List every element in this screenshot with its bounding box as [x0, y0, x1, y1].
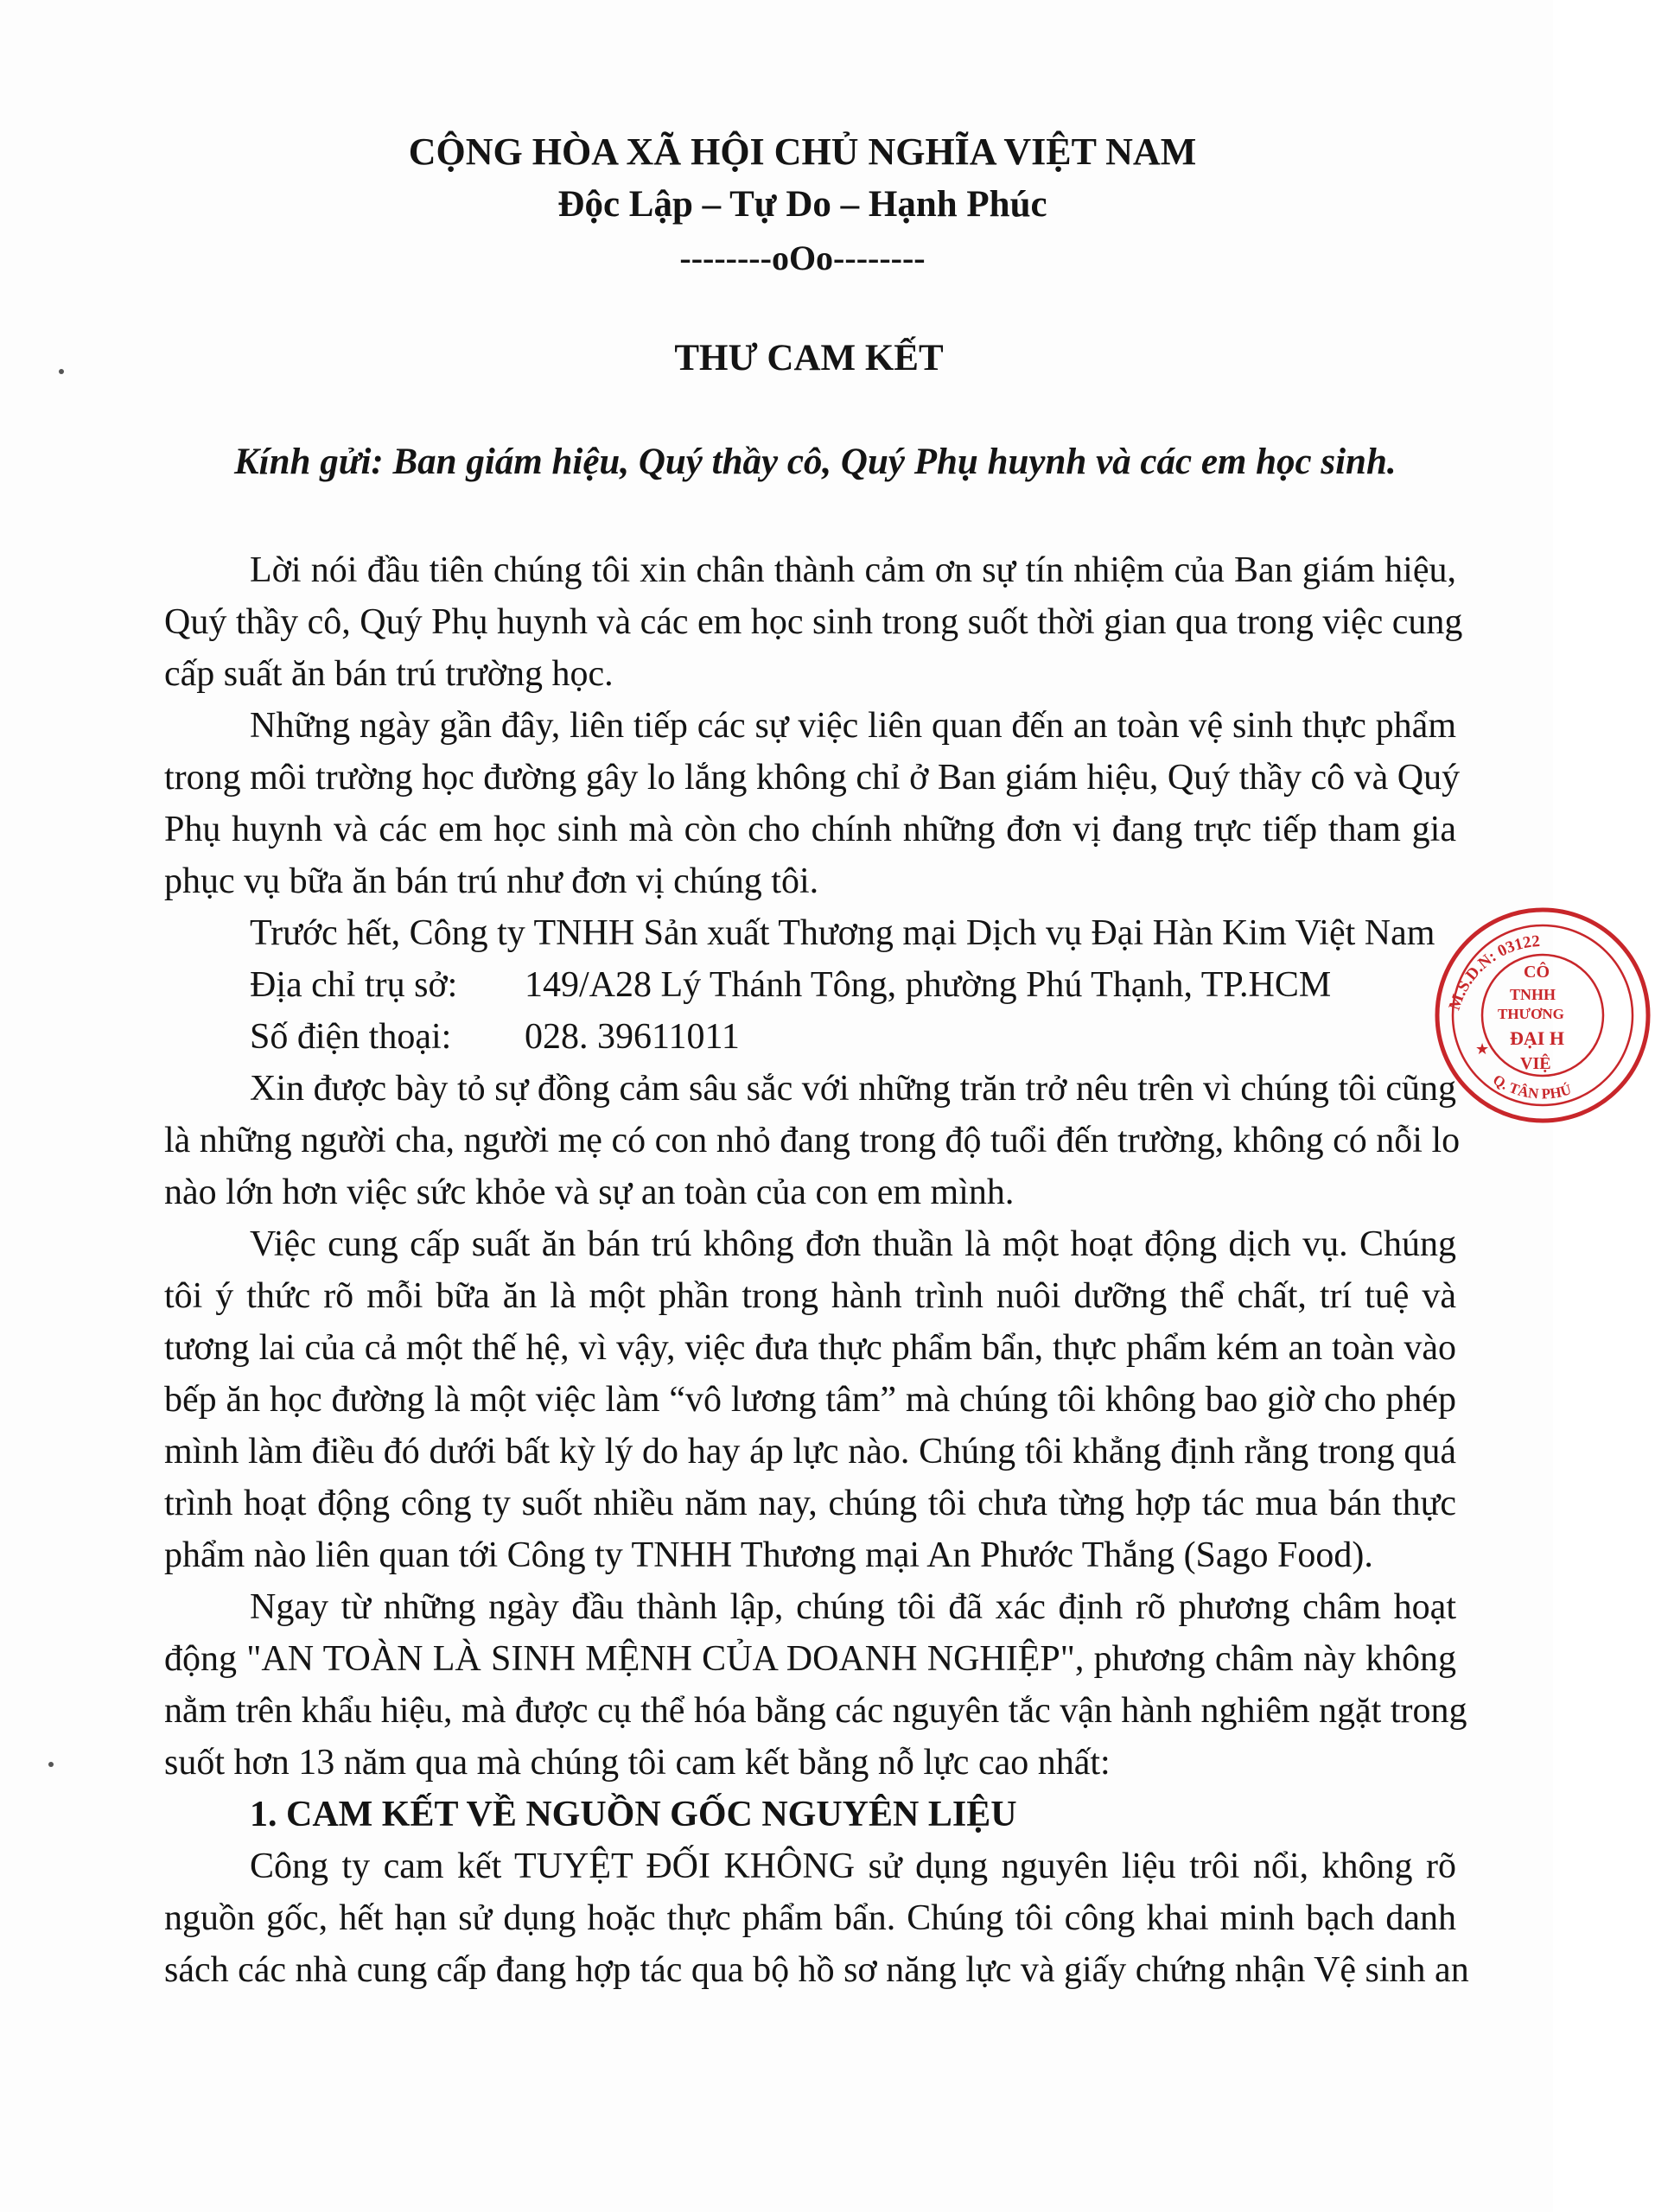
- paragraph-line: Phụ huynh và các em học sinh mà còn cho chính những đơn vị đang trực tiếp tham gia: [164, 810, 1456, 849]
- seal-line: CÔ: [1524, 963, 1550, 982]
- phone-value: 028. 39611011: [525, 1017, 740, 1057]
- paragraph-line: Ngay từ những ngày đầu thành lập, chúng tôi đã xác định rõ phương châm hoạt: [250, 1587, 1456, 1627]
- paragraph-line: Những ngày gần đây, liên tiếp các sự việc liên quan đến an toàn vệ sinh thực phẩm: [250, 706, 1456, 746]
- seal-line: VIỆ: [1520, 1054, 1551, 1073]
- national-title: CỘNG HÒA XÃ HỘI CHỦ NGHĨA VIỆT NAM: [408, 130, 1197, 173]
- scan-dot: [59, 369, 64, 374]
- seal-line: THƯƠNG: [1498, 1006, 1564, 1022]
- paragraph-line: nguồn gốc, hết hạn sử dụng hoặc thực phẩm bẩn. Chúng tôi công khai minh bạch danh: [164, 1898, 1456, 1938]
- paragraph-line: Việc cung cấp suất ăn bán trú không đơn thuần là một hoạt động dịch vụ. Chúng: [250, 1224, 1456, 1264]
- paragraph-line: suốt hơn 13 năm qua mà chúng tôi cam kết bằng nỗ lực cao nhất:: [164, 1743, 1111, 1783]
- paragraph-line: Lời nói đầu tiên chúng tôi xin chân thành cảm ơn sự tín nhiệm của Ban giám hiệu,: [250, 550, 1456, 590]
- address-value: 149/A28 Lý Thánh Tông, phường Phú Thạnh, TP.HCM: [525, 965, 1332, 1005]
- company-line: Trước hết, Công ty TNHH Sản xuất Thương mại Dịch vụ Đại Hàn Kim Việt Nam: [250, 913, 1435, 953]
- section-heading: 1. CAM KẾT VỀ NGUỒN GỐC NGUYÊN LIỆU: [250, 1795, 1017, 1834]
- company-seal: [1430, 903, 1655, 1128]
- paragraph-line: bếp ăn học đường là một việc làm “vô lương tâm” mà chúng tôi không bao giờ cho phép: [164, 1380, 1456, 1420]
- paragraph-line: phục vụ bữa ăn bán trú như đơn vị chúng tôi.: [164, 861, 819, 901]
- paragraph-line: Quý thầy cô, Quý Phụ huynh và các em học sinh trong suốt thời gian qua trong việc cung: [164, 602, 1463, 642]
- phone-row: [250, 1013, 740, 1061]
- paragraph-line: mình làm điều đó dưới bất kỳ lý do hay áp lực nào. Chúng tôi khẳng định rằng trong quá: [164, 1432, 1456, 1471]
- svg-text:Q. TÂN PHÚ: [1490, 1071, 1573, 1103]
- letter-title: THƯ CAM KẾT: [674, 338, 944, 378]
- paragraph-line: Xin được bày tỏ sự đồng cảm sâu sắc với những trăn trở nêu trên vì chúng tôi cũng: [250, 1069, 1456, 1109]
- paragraph-line: phẩm nào liên quan tới Công ty TNHH Thương mại An Phước Thắng (Sago Food).: [164, 1535, 1373, 1575]
- paragraph-line: Công ty cam kết TUYỆT ĐỐI KHÔNG sử dụng nguyên liệu trôi nổi, không rõ: [250, 1847, 1456, 1886]
- paragraph-line: trình hoạt động công ty suốt nhiều năm nay, chúng tôi chưa từng hợp tác mua bán thực: [164, 1484, 1456, 1523]
- paragraph-line: nằm trên khẩu hiệu, mà được cụ thể hóa bằng các nguyên tắc vận hành nghiêm ngặt trong: [164, 1691, 1467, 1731]
- paragraph-line: nào lớn hơn việc sức khỏe và sự an toàn của con em mình.: [164, 1173, 1015, 1212]
- paragraph-line: cấp suất ăn bán trú trường học.: [164, 654, 614, 694]
- seal-text-left: Q. TÂN PHÚ: [1490, 1071, 1574, 1103]
- national-motto: Độc Lập – Tự Do – Hạnh Phúc: [557, 184, 1047, 225]
- seal-line: TNHH: [1510, 986, 1556, 1003]
- address-label: Địa chỉ trụ sở:: [250, 965, 458, 1005]
- paragraph-line: trong môi trường học đường gây lo lắng không chỉ ở Ban giám hiệu, Quý thầy cô và Quý: [164, 758, 1461, 798]
- paragraph-line: sách các nhà cung cấp đang hợp tác qua bộ hồ sơ năng lực và giấy chứng nhận Vệ sinh an: [164, 1950, 1469, 1990]
- header-divider: --------oOo--------: [679, 238, 926, 277]
- paragraph-line: tôi ý thức rõ mỗi bữa ăn là một phần trong hành trình nuôi dưỡng thể chất, trí tuệ và: [164, 1276, 1456, 1316]
- paragraph-line: động "AN TOÀN LÀ SINH MỆNH CỦA DOANH NGHIỆP", phương châm này không: [164, 1639, 1456, 1679]
- seal-star-icon: ★: [1475, 1040, 1490, 1058]
- address-row: [250, 961, 1331, 1009]
- seal-text-top: M.S.D.N: 03122: [1445, 931, 1541, 1013]
- letter-greeting: Kính gửi: Ban giám hiệu, Quý thầy cô, Quý Phụ huynh và các em học sinh.: [234, 442, 1397, 482]
- paragraph-line: tương lai của cả một thế hệ, vì vậy, việc đưa thực phẩm bẩn, thực phẩm kém an toàn vào: [164, 1328, 1456, 1368]
- phone-label: Số điện thoại:: [250, 1017, 452, 1057]
- seal-line: ĐẠI H: [1510, 1027, 1564, 1049]
- paragraph-line: là những người cha, người mẹ có con nhỏ đang trong độ tuổi đến trường, không có nỗi lo: [164, 1121, 1461, 1160]
- scan-dot: [48, 1762, 54, 1767]
